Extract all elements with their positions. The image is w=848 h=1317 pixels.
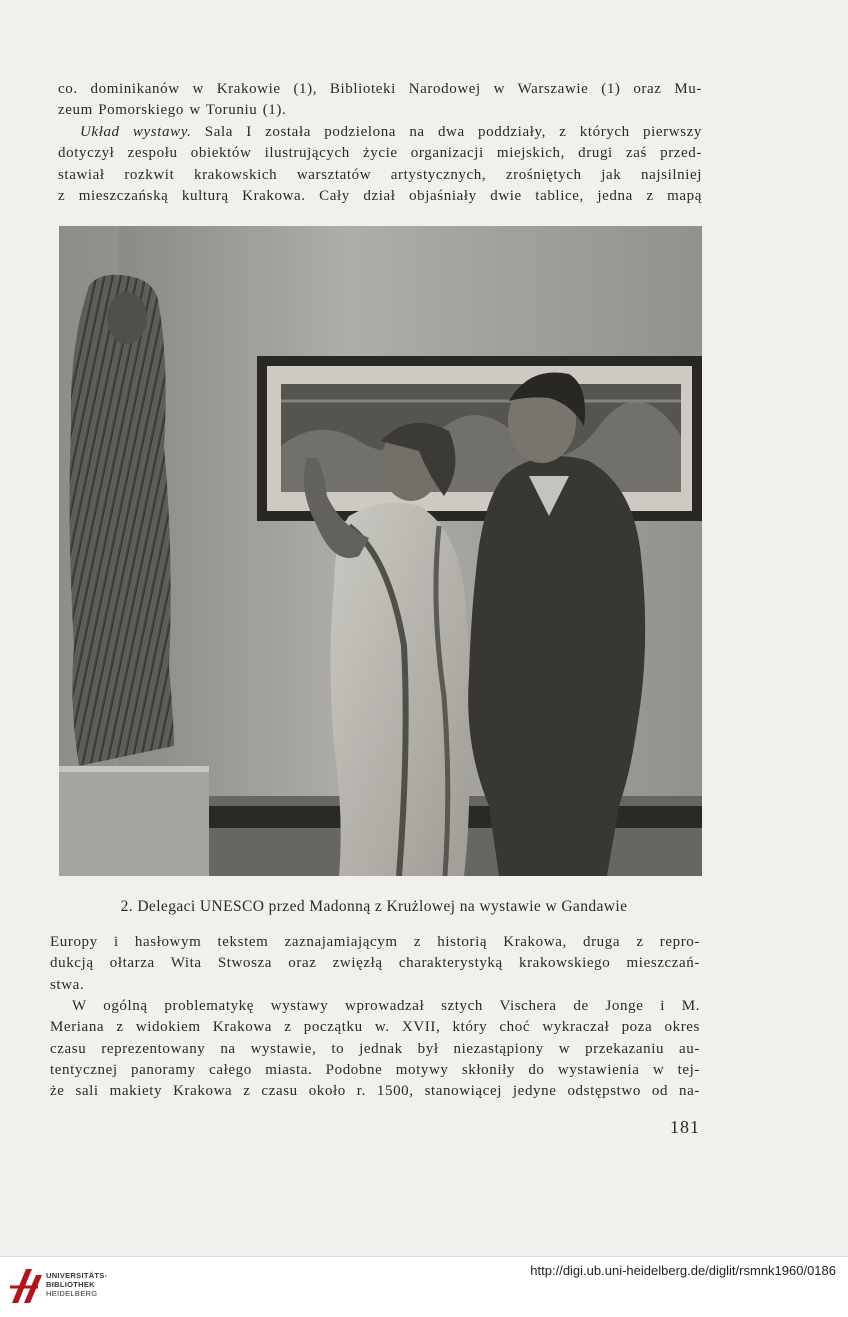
library-name [46, 1271, 107, 1298]
library-name-line: UNIVERSITÄTS- [46, 1271, 108, 1280]
paragraph-1 [58, 79, 702, 122]
library-logo-icon [8, 1263, 48, 1309]
photograph [59, 226, 702, 876]
text-line: dotyczył zespołu obiektów ilustrujących życie organizacji miejskich, drugi zaś przed- [58, 145, 702, 162]
page-number: 181 [670, 1117, 700, 1137]
library-name-line: HEIDELBERG [46, 1289, 98, 1298]
text-line [58, 122, 702, 143]
text-line: z mieszczańską kulturą Krakowa. Cały dział objaśniały dwie tablice, jedna z mapą [58, 187, 702, 204]
library-name-line: BIBLIOTHEK [46, 1280, 95, 1289]
viewer-footer [0, 1256, 848, 1317]
text-line: stawiał rozkwit krakowskich warsztatów artystycznych, zrośniętych jak najsilniej [58, 166, 702, 183]
text-line: co. dominikanów w Krakowie (1), Biblioteki Narodowej w Warszawie (1) oraz Mu- [58, 81, 702, 97]
text-line: W ogólną problematykę wystawy wprowadzał sztych Vischera de Jonge i M. [72, 998, 700, 1014]
text-line: tentycznej panoramy całego miasta. Podobne motywy skłoniły do wystawienia w tej- [50, 1061, 700, 1078]
text-line: Europy i hasłowym tekstem zaznajamiającym z historią Krakowa, druga z repro- [50, 934, 700, 950]
text-line: dukcją ołtarza Wita Stwosza oraz zwięzłą charakterystyką krakowskiego mieszczań- [50, 955, 700, 972]
paragraph-3 [50, 932, 700, 996]
photo-illustration [59, 226, 702, 876]
text-line-rest: Sala I została podzielona na dwa poddziały, z których pierwszy [191, 124, 702, 140]
section-lead: Układ wystawy. [80, 124, 192, 140]
paragraph-4 [50, 996, 700, 1102]
text-line: czasu reprezentowany na wystawie, to jednak był niezastąpiony w przekazaniu au- [50, 1040, 700, 1057]
text-line: stwa. [50, 976, 85, 993]
text-line: zeum Pomorskiego w Toruniu (1). [58, 102, 287, 119]
permalink-url[interactable]: http://digi.ub.uni-heidelberg.de/diglit/rsmnk1960/0186 [530, 1263, 836, 1278]
paragraph-2 [58, 122, 702, 207]
text-line: Meriana z widokiem Krakowa z początku w. XVII, który choć wykraczał poza okres [50, 1019, 700, 1036]
text-line: że sali makiety Krakowa z czasu około r. 1500, stanowiącej jedyne odstępstwo od na- [50, 1083, 700, 1100]
figure-caption: 2. Delegaci UNESCO przed Madonną z Krużlowej na wystawie w Gandawie [120, 898, 628, 915]
